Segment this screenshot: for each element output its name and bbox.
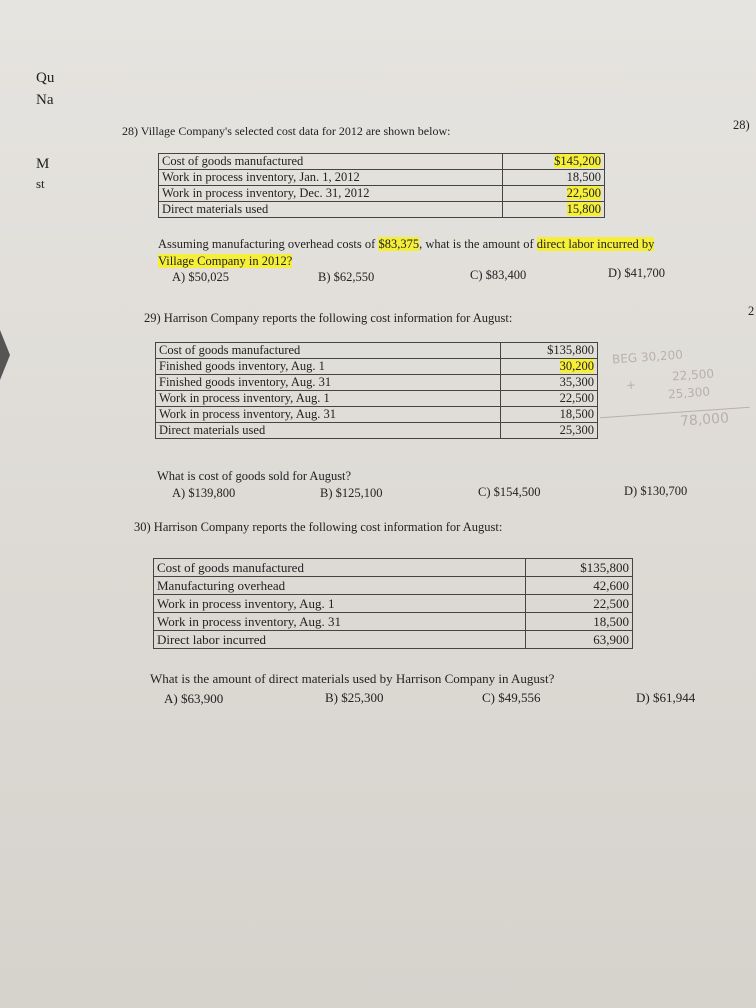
q30-option-a[interactable]: A) $63,900: [164, 691, 224, 706]
row-label: Finished goods inventory, Aug. 1: [156, 359, 501, 375]
row-label: Manufacturing overhead: [154, 577, 526, 595]
q28-table: [158, 153, 605, 218]
row-label: Work in process inventory, Dec. 31, 2012: [159, 186, 503, 202]
row-label: Cost of goods manufactured: [156, 343, 501, 359]
row-value: 18,500: [526, 613, 633, 631]
text-span: [156, 343, 598, 439]
row-value: 18,500: [503, 170, 605, 186]
row-label: Work in process inventory, Aug. 1: [154, 595, 526, 613]
row-label: Cost of goods manufactured: [159, 154, 503, 170]
row-value: $145,200: [554, 154, 601, 168]
q30-option-b[interactable]: B) $25,300: [325, 690, 384, 705]
q29-option-c[interactable]: C) $154,500: [478, 485, 541, 499]
text-span: , what is the amount of: [419, 237, 537, 251]
margin-number-29: 2: [748, 304, 755, 318]
q28-option-a[interactable]: A) $50,025: [172, 270, 229, 284]
table-row: [154, 577, 633, 595]
table-row: [154, 631, 633, 649]
q29-option-a[interactable]: A) $139,800: [172, 486, 236, 500]
q30-table: [153, 558, 633, 649]
text-span: direct labor incurred by: [536, 237, 655, 251]
table-row: [156, 391, 598, 407]
q30-option-c[interactable]: C) $49,556: [482, 690, 541, 705]
text-span: [159, 154, 605, 218]
table-row: [159, 202, 605, 218]
q30-question: What is the amount of direct materials used by Harrison Company in August?: [150, 671, 555, 686]
row-value: 22,500: [501, 391, 598, 407]
margin-number-28: 28): [733, 118, 750, 132]
table-row: [156, 343, 598, 359]
row-label: Direct labor incurred: [154, 631, 526, 649]
table-cell: [501, 359, 598, 375]
text-span: $83,375: [378, 237, 420, 251]
row-label: Cost of goods manufactured: [154, 559, 526, 577]
q30-title: 30) Harrison Company reports the following cost information for August:: [134, 520, 503, 534]
text-span: Assuming manufacturing overhead costs of: [158, 237, 379, 251]
table-row: [156, 375, 598, 391]
row-value: 63,900: [526, 631, 633, 649]
q29-option-d[interactable]: D) $130,700: [624, 484, 688, 498]
row-value: 42,600: [526, 577, 633, 595]
table-row: [159, 154, 605, 170]
table-cell: [503, 186, 605, 202]
q30-option-d[interactable]: D) $61,944: [636, 690, 696, 705]
table-cell: [503, 154, 605, 170]
row-value: 22,500: [566, 186, 601, 200]
table-row: [156, 407, 598, 423]
handwritten-total: 78,000: [679, 410, 730, 430]
row-value: 35,300: [501, 375, 598, 391]
q28-option-c[interactable]: C) $83,400: [470, 268, 527, 282]
row-label: Work in process inventory, Jan. 1, 2012: [159, 170, 503, 186]
q28-question-line2: [158, 254, 292, 269]
row-label: Direct materials used: [156, 423, 501, 439]
table-row: [159, 186, 605, 202]
q28-option-b[interactable]: B) $62,550: [318, 270, 375, 284]
margin-text-qu: Qu: [36, 70, 55, 86]
row-value: 22,500: [526, 595, 633, 613]
q29-table: [155, 342, 598, 439]
table-row: [156, 423, 598, 439]
row-value: 15,800: [566, 202, 601, 216]
margin-text-na: Na: [36, 92, 54, 108]
q29-option-b[interactable]: B) $125,100: [320, 486, 383, 500]
text-span: [154, 559, 633, 649]
row-value: 30,200: [559, 359, 594, 373]
q29-question: What is cost of goods sold for August?: [157, 469, 352, 483]
handwritten-plus: +: [625, 377, 637, 393]
margin-text-st: st: [36, 176, 45, 191]
q28-question-line1: [158, 237, 654, 252]
table-row: [154, 613, 633, 631]
table-cell: [503, 202, 605, 218]
table-row: [156, 359, 598, 375]
q28-title: 28) Village Company's selected cost data for 2012 are shown below:: [122, 124, 451, 138]
row-value: $135,800: [526, 559, 633, 577]
table-row: [154, 559, 633, 577]
row-label: Direct materials used: [159, 202, 503, 218]
page-edge-shadow: [0, 330, 10, 380]
q29-title: 29) Harrison Company reports the following cost information for August:: [144, 311, 513, 325]
q28-option-d[interactable]: D) $41,700: [608, 266, 665, 280]
text-span: Village Company in 2012?: [158, 254, 293, 268]
handwritten-note-3: 25,300: [667, 384, 711, 402]
row-value: $135,800: [501, 343, 598, 359]
row-value: 18,500: [501, 407, 598, 423]
handwritten-note-2: 22,500: [671, 366, 715, 384]
row-label: Work in process inventory, Aug. 31: [156, 407, 501, 423]
handwritten-note-beg: BEG 30,200: [611, 347, 684, 367]
row-label: Work in process inventory, Aug. 1: [156, 391, 501, 407]
row-label: Finished goods inventory, Aug. 31: [156, 375, 501, 391]
margin-text-m: M: [36, 156, 50, 172]
row-value: 25,300: [501, 423, 598, 439]
row-label: Work in process inventory, Aug. 31: [154, 613, 526, 631]
table-row: [159, 170, 605, 186]
table-row: [154, 595, 633, 613]
